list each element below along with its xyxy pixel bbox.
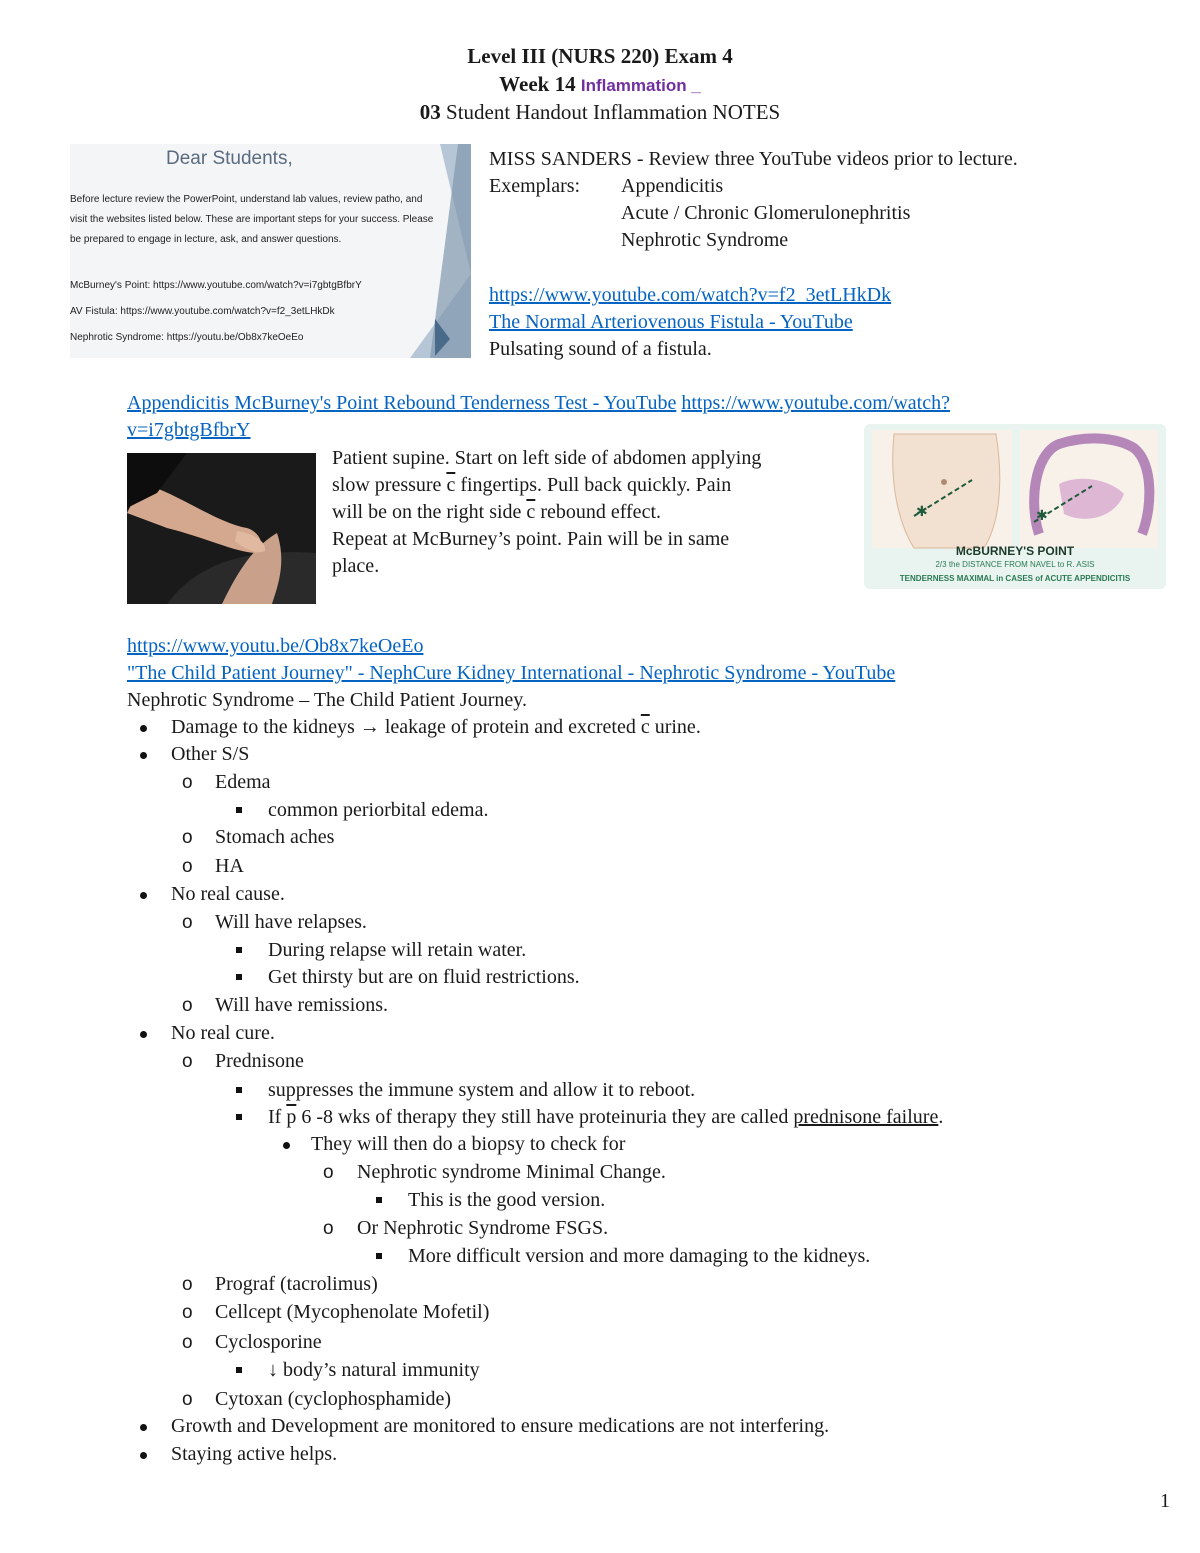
slide-line: visit the websites listed below. These are important steps for your success. Please xyxy=(70,214,434,225)
list-item-text: Cyclosporine xyxy=(215,1331,322,1353)
list-item-text: Staying active helps. xyxy=(171,1443,338,1465)
svg-text:✱: ✱ xyxy=(916,504,928,520)
text-part: will be on the right side xyxy=(332,501,522,523)
bullet-square-icon xyxy=(236,1087,242,1093)
bullet-circle-icon: o xyxy=(182,912,193,933)
abdominal-exam-illustration xyxy=(127,453,316,604)
list-item xyxy=(215,769,271,796)
document-subtitle xyxy=(0,100,1200,125)
intro-line: MISS SANDERS - Review three YouTube videos prior to lecture. xyxy=(489,148,1018,170)
list-item-text: 6 -8 wks of therapy they still have proteinuria they are called xyxy=(296,1106,794,1128)
list-item-text: Get thirsty but are on fluid restrictions. xyxy=(268,966,580,988)
list-item xyxy=(357,1159,666,1186)
appendicitis-text-line: place. xyxy=(332,555,380,577)
bullet-circle-icon: o xyxy=(182,1332,193,1353)
appendicitis-video-title-link[interactable]: Appendicitis McBurney's Point Rebound Tenderness Test - YouTube xyxy=(127,392,677,414)
list-item xyxy=(268,1357,480,1384)
nephrotic-video-url-link[interactable]: https://www.youtu.be/Ob8x7keOeEo xyxy=(127,635,424,657)
list-item-text: Damage to the kidneys → leakage of protein and excreted xyxy=(171,716,641,738)
list-item xyxy=(215,1299,489,1326)
bullet-square-icon xyxy=(376,1197,382,1203)
document-week-line xyxy=(0,72,1200,97)
bullet-circle-icon: o xyxy=(323,1218,334,1239)
list-item-text: . xyxy=(938,1106,944,1128)
fistula-note: Pulsating sound of a fistula. xyxy=(489,338,712,360)
with-abbrev: $\overline{c}$ xyxy=(526,501,536,523)
exemplar-item: Nephrotic Syndrome xyxy=(621,229,789,251)
figure-caption: TENDERNESS MAXIMAL in CASES of ACUTE APPENDICITIS xyxy=(899,574,1131,583)
bullet-circle-icon: o xyxy=(182,827,193,848)
mcburney-point-figure xyxy=(864,424,1166,589)
bullet-dot-icon xyxy=(140,1031,147,1038)
list-item xyxy=(215,1048,304,1075)
list-item-text: Will have relapses. xyxy=(215,911,367,933)
list-item-text: urine. xyxy=(649,716,701,738)
bullet-circle-icon: o xyxy=(182,1389,193,1410)
list-item-text: Prograf (tacrolimus) xyxy=(215,1273,378,1295)
list-item-text: HA xyxy=(215,855,244,877)
list-item-text: common periorbital edema. xyxy=(268,799,489,821)
bullet-dot-icon xyxy=(140,1452,147,1459)
appendicitis-text-line: Patient supine. Start on left side of abdomen applying xyxy=(332,447,762,469)
list-item xyxy=(215,1386,451,1413)
appendicitis-video-url-link-cont[interactable]: v=i7gbtgBfbrY xyxy=(127,419,251,441)
list-item-text: Cellcept (Mycophenolate Mofetil) xyxy=(215,1301,490,1323)
list-item xyxy=(311,1131,625,1158)
document-title: Level III (NURS 220) Exam 4 xyxy=(467,44,733,68)
bullet-square-icon xyxy=(376,1253,382,1259)
after-abbrev: $\overline{p}$ xyxy=(286,1106,297,1128)
list-item xyxy=(408,1243,870,1270)
list-item xyxy=(268,964,580,991)
list-item xyxy=(171,1413,829,1440)
list-item-text: If xyxy=(268,1106,287,1128)
handout-title: Student Handout Inflammation NOTES xyxy=(440,100,781,124)
list-item-text: During relapse will retain water. xyxy=(268,939,527,961)
list-item-text: Prednisone xyxy=(215,1050,304,1072)
bullet-circle-icon: o xyxy=(182,1051,193,1072)
list-item-text: No real cause. xyxy=(171,883,285,905)
bullet-square-icon xyxy=(236,974,242,980)
slide-line: be prepared to engage in lecture, ask, and answer questions. xyxy=(70,234,342,245)
page-number: 1 xyxy=(1160,1490,1170,1512)
bullet-dot-icon xyxy=(140,1424,147,1431)
list-item xyxy=(408,1187,605,1214)
list-item-text: Stomach aches xyxy=(215,826,335,848)
slide-line: AV Fistula: https://www.youtube.com/watch?v=f2_3etLHkDk xyxy=(70,306,335,317)
list-item-text: Growth and Development are monitored to ensure medications are not interfering. xyxy=(171,1415,830,1437)
bullet-circle-icon: o xyxy=(182,1274,193,1295)
week-label: Week 14 xyxy=(499,72,576,96)
topic-label: Inflammation _ xyxy=(580,76,701,95)
bullet-circle-icon: o xyxy=(182,995,193,1016)
list-item xyxy=(171,1441,337,1468)
list-item xyxy=(357,1215,608,1242)
list-item xyxy=(171,1020,275,1047)
slide-line: Before lecture review the PowerPoint, understand lab values, review patho, and xyxy=(70,194,423,205)
bullet-square-icon xyxy=(236,947,242,953)
bullet-square-icon xyxy=(236,807,242,813)
bullet-square-icon xyxy=(236,1114,242,1120)
svg-text:✱: ✱ xyxy=(1036,508,1048,524)
dear-students-slide-image xyxy=(70,144,471,358)
list-item xyxy=(215,1329,322,1356)
bullet-circle-icon: o xyxy=(182,772,193,793)
nephrotic-subtitle: Nephrotic Syndrome – The Child Patient Journey. xyxy=(127,689,527,711)
list-item-text: Will have remissions. xyxy=(215,994,389,1016)
fistula-video-title-link[interactable]: The Normal Arteriovenous Fistula - YouTube xyxy=(489,311,853,333)
bullet-dot-icon xyxy=(140,725,147,732)
bullet-dot-icon xyxy=(140,892,147,899)
list-item xyxy=(215,1271,378,1298)
list-item-text: Edema xyxy=(215,771,271,793)
exemplar-item: Appendicitis xyxy=(621,175,724,197)
list-item-text: Cytoxan (cyclophosphamide) xyxy=(215,1388,452,1410)
bullet-dot-icon xyxy=(283,1142,290,1149)
text-part: fingertips. Pull back quickly. Pain xyxy=(455,474,732,496)
list-item-text: No real cure. xyxy=(171,1022,275,1044)
list-item xyxy=(171,881,285,908)
bullet-circle-icon: o xyxy=(323,1162,334,1183)
bullet-square-icon xyxy=(236,1367,242,1373)
list-item xyxy=(215,824,334,851)
nephrotic-video-title-link[interactable]: "The Child Patient Journey" - NephCure Kidney International - Nephrotic Syndrome - YouTube xyxy=(127,662,896,684)
fistula-video-url-link[interactable]: https://www.youtube.com/watch?v=f2_3etLHkDk xyxy=(489,284,892,306)
slide-line: Nephrotic Syndrome: https://youtu.be/Ob8x7keOeEo xyxy=(70,332,304,343)
list-item-text: suppresses the immune system and allow it to reboot. xyxy=(268,1079,696,1101)
list-item xyxy=(268,1077,695,1104)
list-item xyxy=(215,853,244,880)
text-part: rebound effect. xyxy=(535,501,661,523)
list-item-text: Nephrotic syndrome Minimal Change. xyxy=(357,1161,666,1183)
list-item xyxy=(215,992,388,1019)
handout-number: 03 xyxy=(419,100,441,124)
bullet-dot-icon xyxy=(140,752,147,759)
figure-subtitle: 2/3 the DISTANCE FROM NAVEL to R. ASIS xyxy=(935,560,1095,569)
exemplar-item: Acute / Chronic Glomerulonephritis xyxy=(621,202,911,224)
appendicitis-text-line xyxy=(332,472,731,499)
list-item-text: They will then do a biopsy to check for xyxy=(311,1133,626,1155)
bullet-circle-icon: o xyxy=(182,856,193,877)
with-abbrev: $\overline{c}$ xyxy=(640,716,650,738)
list-item xyxy=(171,714,701,741)
figure-title: McBURNEY'S POINT xyxy=(955,544,1075,558)
list-item-text: ↓ body’s natural immunity xyxy=(268,1359,480,1381)
appendicitis-link-line xyxy=(127,390,950,417)
abdominal-exam-photo xyxy=(127,453,316,604)
list-item-text: More difficult version and more damaging to the kidneys. xyxy=(408,1245,871,1267)
slide-decoration xyxy=(70,144,471,358)
prednisone-failure-term: prednisone failure xyxy=(793,1106,939,1128)
bullet-circle-icon: o xyxy=(182,1302,193,1323)
list-item xyxy=(215,909,367,936)
list-item xyxy=(268,937,526,964)
list-item xyxy=(171,741,249,768)
slide-line: McBurney's Point: https://www.youtube.com/watch?v=i7gbtgBfbrY xyxy=(70,280,362,291)
slide-heading: Dear Students, xyxy=(166,148,293,169)
appendicitis-video-url-link[interactable]: https://www.youtube.com/watch? xyxy=(681,392,950,414)
exemplars-label: Exemplars: xyxy=(489,175,581,197)
list-item xyxy=(268,797,488,824)
with-abbrev: $\overline{c}$ xyxy=(446,474,456,496)
list-item xyxy=(268,1104,943,1131)
list-item-text: This is the good version. xyxy=(408,1189,606,1211)
list-item-text: Other S/S xyxy=(171,743,250,765)
text-part: slow pressure xyxy=(332,474,442,496)
list-item-text: Or Nephrotic Syndrome FSGS. xyxy=(357,1217,609,1239)
appendicitis-text-line xyxy=(332,499,661,526)
appendicitis-text-line: Repeat at McBurney’s point. Pain will be in same xyxy=(332,528,730,550)
